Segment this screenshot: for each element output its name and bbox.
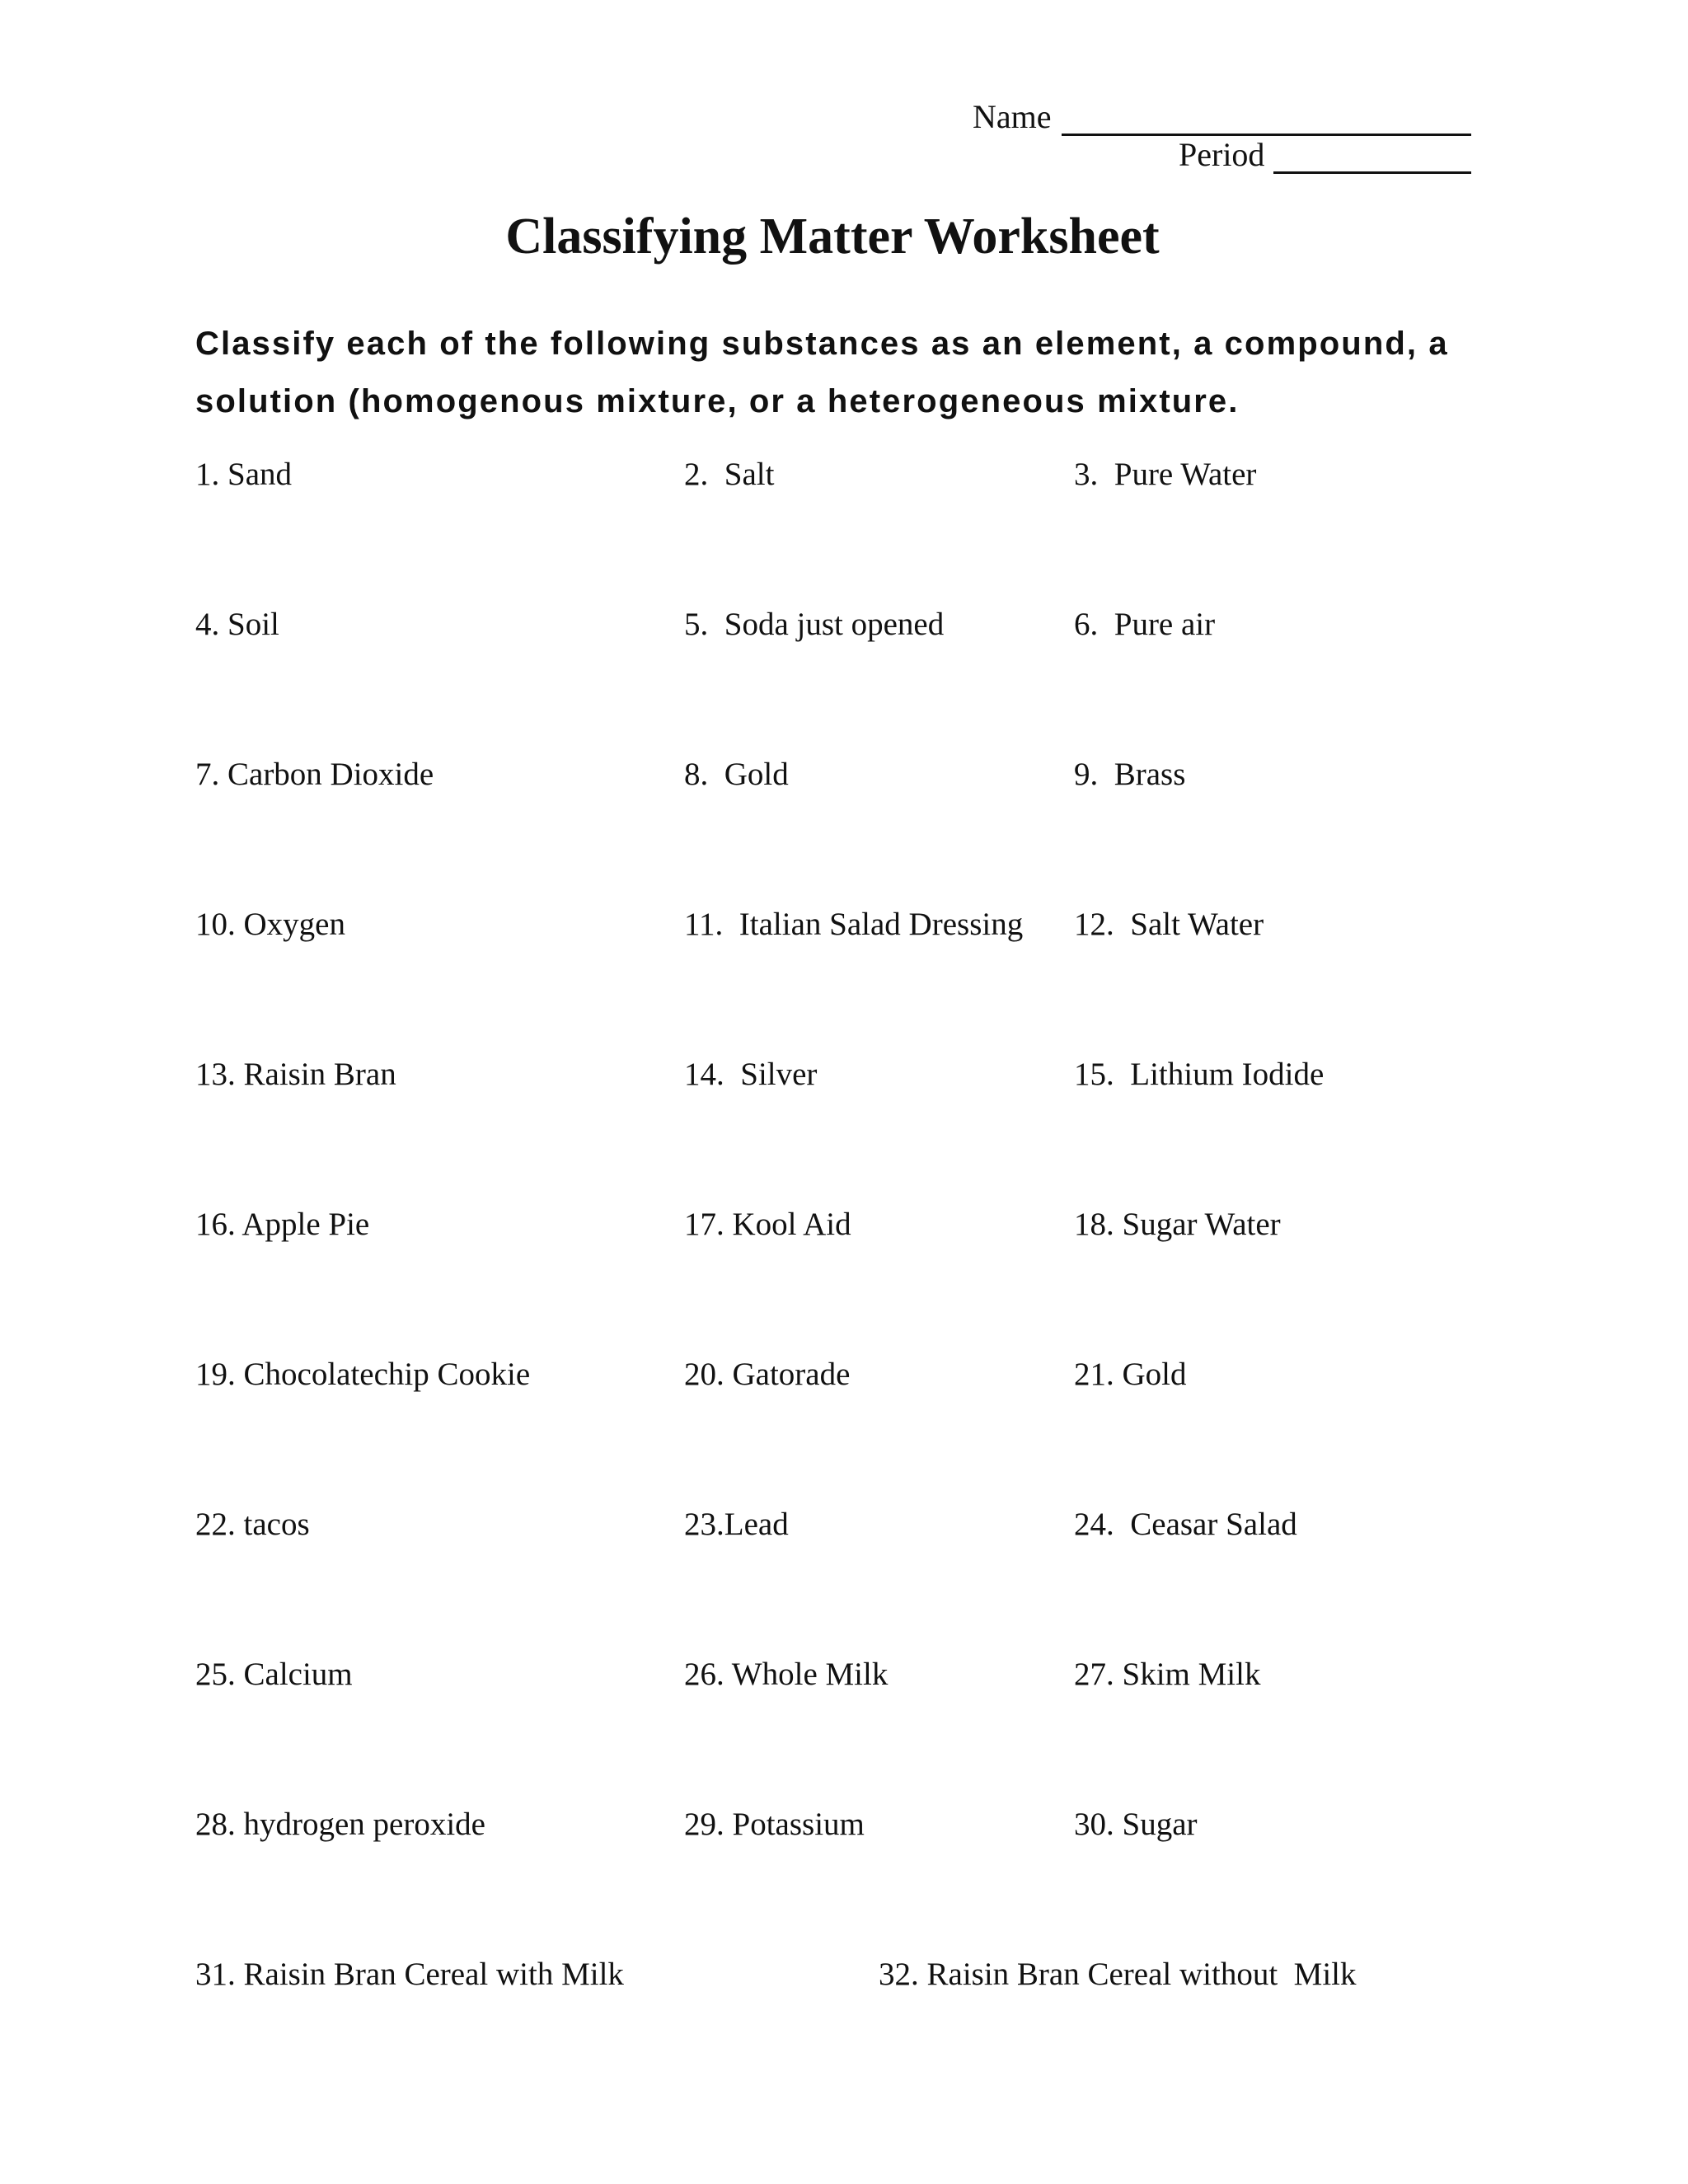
list-item: 11. Italian Salad Dressing bbox=[684, 907, 1024, 942]
list-item: 23.Lead bbox=[684, 1507, 789, 1542]
list-item: 1. Sand bbox=[195, 457, 292, 492]
list-item: 26. Whole Milk bbox=[684, 1657, 889, 1692]
list-item: 15. Lithium Iodide bbox=[1074, 1057, 1325, 1092]
list-item: 16. Apple Pie bbox=[195, 1207, 370, 1242]
name-label: Name bbox=[973, 98, 1052, 135]
list-item: 25. Calcium bbox=[195, 1657, 353, 1692]
period-label: Period bbox=[1179, 136, 1265, 173]
list-item: 29. Potassium bbox=[684, 1807, 865, 1842]
list-item: 13. Raisin Bran bbox=[195, 1057, 396, 1092]
list-item: 8. Gold bbox=[684, 757, 789, 792]
list-item: 19. Chocolatechip Cookie bbox=[195, 1357, 531, 1392]
list-item: 24. Ceasar Salad bbox=[1074, 1507, 1297, 1542]
name-field[interactable] bbox=[973, 97, 1471, 137]
list-item: 3. Pure Water bbox=[1074, 457, 1257, 492]
list-item: 6. Pure air bbox=[1074, 607, 1216, 642]
list-item: 14. Silver bbox=[684, 1057, 818, 1092]
list-item: 28. hydrogen peroxide bbox=[195, 1807, 485, 1842]
list-item: 7. Carbon Dioxide bbox=[195, 757, 434, 792]
list-item: 31. Raisin Bran Cereal with Milk bbox=[195, 1957, 624, 1992]
list-item: 27. Skim Milk bbox=[1074, 1657, 1261, 1692]
list-item: 32. Raisin Bran Cereal without Milk bbox=[879, 1957, 1357, 1992]
instructions: Classify each of the following substances as an element, a compound, a solution (homogenous mixture, or a heterogeneous mixture. bbox=[195, 326, 1449, 419]
period-field[interactable] bbox=[1179, 135, 1471, 175]
list-item: 20. Gatorade bbox=[684, 1357, 851, 1392]
list-item: 2. Salt bbox=[684, 457, 775, 492]
list-item: 10. Oxygen bbox=[195, 907, 345, 942]
list-item: 9. Brass bbox=[1074, 757, 1186, 792]
list-item: 4. Soil bbox=[195, 607, 279, 642]
list-item: 22. tacos bbox=[195, 1507, 310, 1542]
period-blank-line[interactable] bbox=[1273, 171, 1471, 174]
list-item: 17. Kool Aid bbox=[684, 1207, 851, 1242]
list-item: 21. Gold bbox=[1074, 1357, 1187, 1392]
list-item: 5. Soda just opened bbox=[684, 607, 945, 642]
page-title: Classifying Matter Worksheet bbox=[505, 209, 1160, 265]
list-item: 12. Salt Water bbox=[1074, 907, 1264, 942]
list-item: 18. Sugar Water bbox=[1074, 1207, 1281, 1242]
list-item: 30. Sugar bbox=[1074, 1807, 1198, 1842]
